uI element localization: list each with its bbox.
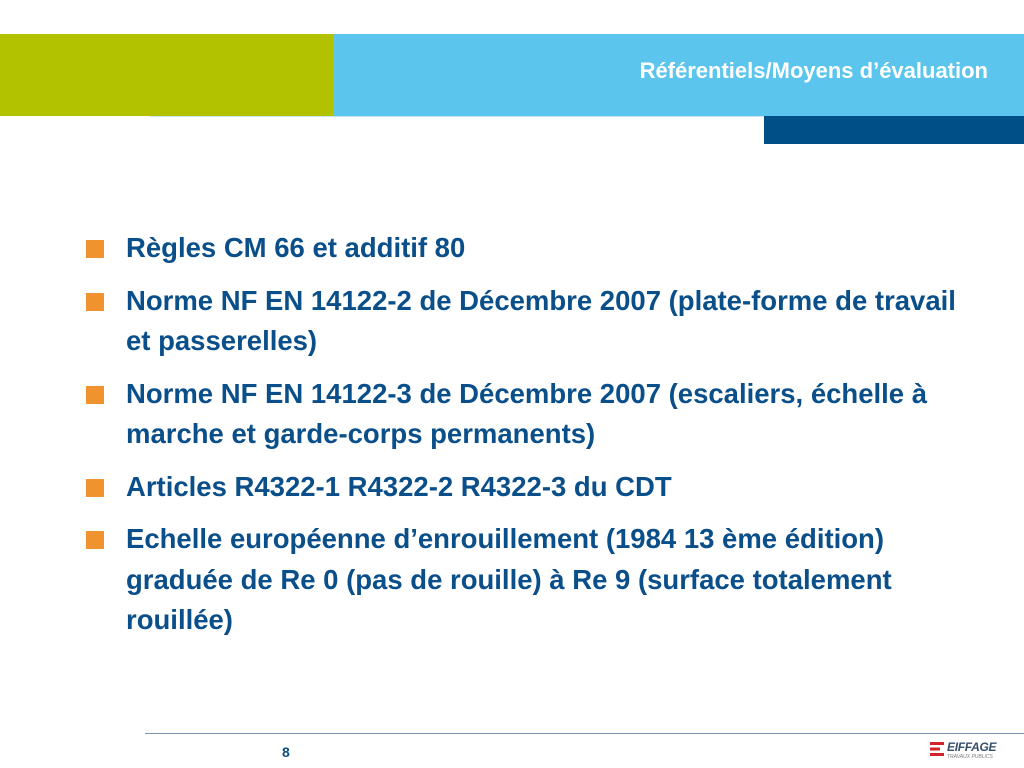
orange-square-bullet-icon	[86, 240, 104, 258]
bullet-item	[86, 281, 966, 362]
eiffage-logo	[930, 739, 1008, 763]
bullet-item	[86, 519, 966, 641]
logo-name: EIFFAGE	[947, 740, 997, 754]
header-divider	[150, 116, 764, 117]
bullet-text: Norme NF EN 14122-3 de Décembre 2007 (escaliers, échelle à marche et garde-corps permanents)	[126, 377, 928, 449]
bullet-item	[86, 374, 966, 455]
orange-square-bullet-icon	[86, 531, 104, 549]
bullet-text: Norme NF EN 14122-2 de Décembre 2007 (plate-forme de travail et passerelles)	[126, 284, 956, 356]
page-number: 8	[282, 744, 290, 760]
footer-divider	[145, 733, 1024, 734]
orange-square-bullet-icon	[86, 293, 104, 311]
bullet-list	[86, 228, 966, 653]
bullet-item	[86, 228, 966, 269]
bullet-text: Echelle européenne d’enrouillement (1984 13 ème édition) graduée de Re 0 (pas de rouille) à Re 9 (surface totalement rouillée)	[126, 523, 892, 635]
header-navy-bar	[764, 116, 1024, 144]
bullet-text: Articles R4322-1 R4322-2 R4322-3 du CDT	[126, 470, 672, 502]
logo-subtitle: TRAVAUX PUBLICS	[947, 754, 993, 760]
eiffage-logo-icon	[930, 742, 944, 756]
bullet-item	[86, 467, 966, 508]
orange-square-bullet-icon	[86, 386, 104, 404]
orange-square-bullet-icon	[86, 479, 104, 497]
bullet-text: Règles CM 66 et additif 80	[126, 232, 466, 263]
header-green-block	[0, 34, 333, 116]
slide-title: Référentiels/Moyens d’évaluation	[639, 58, 988, 83]
